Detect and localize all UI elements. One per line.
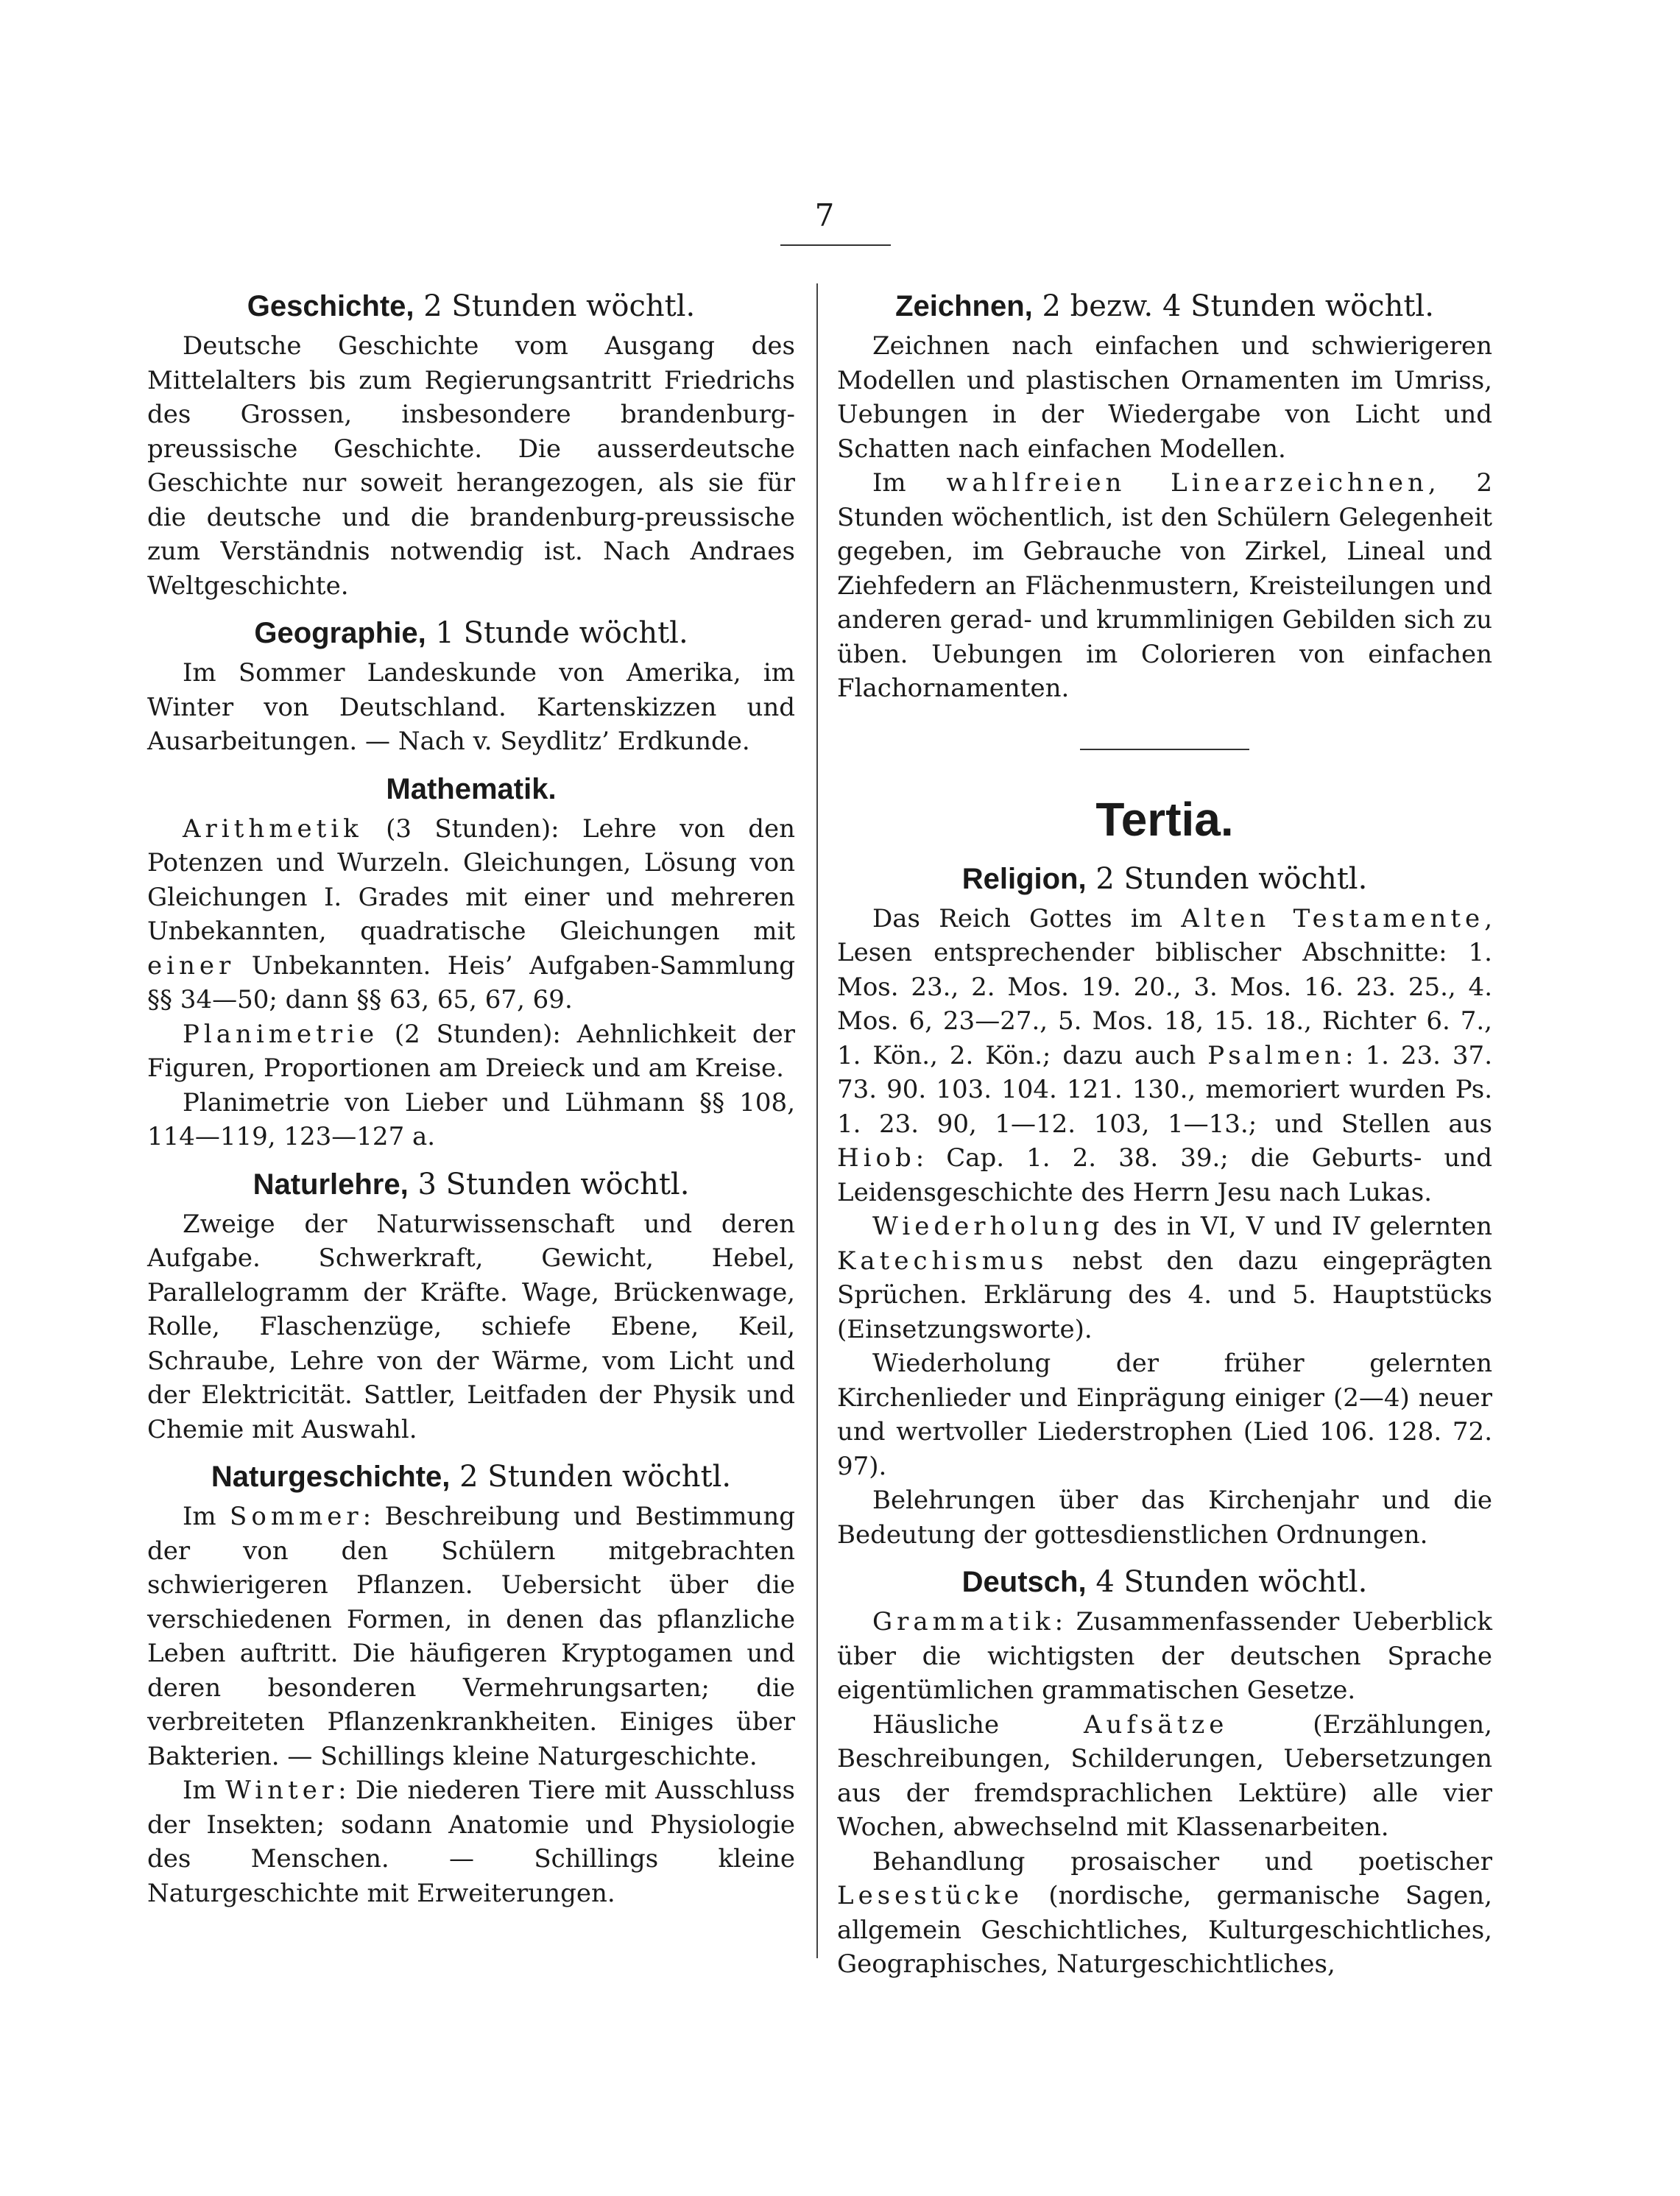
text-run: Zweige der Naturwissenschaft und deren Aufgabe. Schwerkraft, Gewicht, Hebel, Parallelogramm der Kräfte. Wage, Brückenwage, Rolle, Flaschenzüge, schiefe Ebene, Keil, Schraube, Lehre von der Wärme, vom Licht und der Elektricität. Sattler, Leitfaden der Physik und Chemie mit Auswahl.: [147, 1209, 795, 1444]
section-heading: [837, 858, 1492, 900]
spaced-term: wahlfreien Linearzeichnen: [946, 468, 1428, 498]
section-heading-title: Naturlehre,: [253, 1168, 409, 1201]
section-heading: [147, 1455, 795, 1498]
paragraph: [147, 1017, 795, 1086]
paragraph: [147, 1500, 795, 1773]
section-heading: [147, 285, 795, 328]
paragraph: [837, 466, 1492, 706]
paragraph: [147, 1773, 795, 1910]
paragraph: [837, 1605, 1492, 1708]
section-religion: [837, 858, 1492, 1553]
section-naturgeschichte: [147, 1455, 795, 1910]
text-run: des in VI, V und IV gelernten: [1104, 1212, 1492, 1241]
paragraph: [837, 1845, 1492, 1982]
text-run: (nordische, germanische Sagen, allgemein Geschichtliches, Kulturgeschichtliches, Geographisches, Naturgeschichtliches,: [837, 1881, 1492, 1979]
section-heading-hours: 1 Stunde wöchtl.: [435, 616, 688, 650]
section-mathematik: [147, 768, 795, 1154]
text-run: : Beschreibung und Bestimmung der von den Schülern mitgebrachten schwierigeren Pflanzen. Uebersicht über die verschiedenen Formen, in denen das pflanzliche Leben auftritt. Die häufigeren Kryptogamen und deren besonderen Vermehrungsarten; die verbreiteten Pflanzenkrankheiten. Einiges über Bakterien. — Schillings kleine Naturgeschichte.: [147, 1502, 795, 1771]
spaced-term: Arithmetik: [183, 813, 363, 844]
section-heading-title: Naturgeschichte,: [211, 1461, 451, 1493]
section-heading-title: Geschichte,: [247, 290, 414, 322]
text-run: nebst den dazu eingeprägten Sprüchen. Erklärung des 4. und 5. Hauptstücks (Einsetzungsworte).: [837, 1246, 1492, 1344]
spaced-term: Aufsätze: [1083, 1709, 1229, 1740]
section-deutsch: [837, 1561, 1492, 1982]
section-geographie: [147, 612, 795, 759]
section-separator-rule: [1080, 749, 1249, 750]
text-run: Im Sommer Landeskunde von Amerika, im Winter von Deutschland. Kartenskizzen und Ausarbeitungen. — Nach v. Seydlitz’ Erdkunde.: [147, 658, 795, 756]
text-run: Wiederholung der früher gelernten Kirchenlieder und Einprägung einiger (2—4) neuer und wertvoller Liederstrophen (Lied 106. 128. 72. 97).: [837, 1349, 1492, 1481]
text-run: Zeichnen nach einfachen und schwierigeren Modellen und plastischen Ornamenten im Umriss, Uebungen in der Wiedergabe von Licht und Schatten nach einfachen Modellen.: [837, 331, 1492, 464]
section-heading-title: Deutsch,: [961, 1566, 1087, 1598]
section-naturlehre: [147, 1163, 795, 1447]
spaced-term: Winter: [225, 1776, 339, 1805]
text-run: Im: [183, 1502, 230, 1531]
section-heading-hours: 3 Stunden wöchtl.: [417, 1167, 690, 1201]
spaced-term: Lesestücke: [837, 1881, 1024, 1910]
section-heading-title: Religion,: [961, 862, 1087, 895]
left-column: [147, 276, 795, 1910]
text-run: , 2 Stunden wöchentlich, ist den Schülern Gelegenheit gegeben, im Gebrauche von Zirkel, Lineal und Ziehfedern an Flächenmustern, Kreisteilungen und anderen gerad- und krummlinigen Gebilden sich zu üben. Uebungen im Colorieren von einfachen Flachornamenten.: [837, 468, 1493, 703]
paragraph: [147, 1207, 795, 1447]
section-zeichnen: [837, 285, 1492, 706]
section-heading-hours: 2 Stunden wöchtl.: [1095, 861, 1368, 896]
section-heading: [837, 285, 1492, 328]
text-run: Im: [183, 1776, 225, 1805]
section-heading-hours: 2 bezw. 4 Stunden wöchtl.: [1042, 289, 1434, 323]
section-heading-title: Geographie,: [254, 617, 426, 649]
text-run: (3 Stunden): Lehre von den Potenzen und Wurzeln. Gleichungen, Lösung von Gleichungen I. Grades mit einer und mehreren Unbekannten, quadratische Gleichungen mit: [147, 813, 795, 946]
text-run: : Zusammenfassender Ueberblick über die wichtigsten der deutschen Sprache eigentümlichen grammatischen Gesetze.: [837, 1607, 1492, 1705]
page-number: 7: [814, 197, 835, 233]
paragraph: [147, 329, 795, 603]
section-heading: [147, 612, 795, 654]
text-run: Im: [872, 468, 947, 498]
paragraph: [837, 329, 1492, 466]
text-run: Belehrungen über das Kirchenjahr und die Bedeutung der gottesdienstlichen Ordnungen.: [837, 1486, 1492, 1550]
spaced-term: einer: [147, 950, 236, 981]
text-run: (Erzählungen, Beschreibungen, Schilderungen, Uebersetzungen aus der fremdsprachlichen Lektüre) alle vier Wochen, abwechselnd mit Klassenarbeiten.: [837, 1709, 1492, 1842]
spaced-term: Sommer: [230, 1502, 363, 1531]
paragraph: [837, 1483, 1492, 1552]
paragraph: [837, 1708, 1492, 1845]
spaced-term: Wiederholung: [872, 1212, 1104, 1241]
text-run: , Lesen entsprechender biblischer Abschnitte: 1. Mos. 23., 2. Mos. 19. 20., 3. Mos. 16. 23. 25., 4. Mos. 6, 23—27., 5. Mos. 18, 15. 18., Richter 6. 7., 1. Kön., 2. Kön.; dazu auch: [837, 903, 1492, 1070]
paragraph: [147, 1086, 795, 1154]
column-divider: [816, 283, 818, 1958]
text-run: (2 Stunden): Aehnlichkeit der Figuren, Proportionen am Dreieck und am Kreise.: [147, 1019, 795, 1083]
spaced-term: Alten Testamente: [1181, 903, 1485, 933]
page-number-rule: [780, 244, 891, 246]
spaced-term: Hiob: [837, 1143, 916, 1173]
section-heading-title: Mathematik.: [386, 772, 557, 805]
paragraph: [837, 1210, 1492, 1346]
text-run: Deutsche Geschichte vom Ausgang des Mittelalters bis zum Regierungsantritt Friedrichs des Grossen, insbesondere brandenburg-preussische Geschichte. Die ausserdeutsche Geschichte nur soweit herangezogen, als sie für die deutsche und die brandenburg-preussische zum Verständnis notwendig ist. Nach Andraes Weltgeschichte.: [147, 331, 795, 601]
paragraph: [147, 656, 795, 759]
text-run: : Cap. 1. 2. 38. 39.; die Geburts- und Leidensgeschichte des Herrn Jesu nach Lukas.: [837, 1143, 1492, 1207]
spaced-term: Katechismus: [837, 1246, 1048, 1276]
section-heading: [147, 1163, 795, 1206]
paragraph: [837, 1346, 1492, 1483]
paragraph: [837, 902, 1492, 1210]
section-heading-title: Zeichnen,: [895, 290, 1033, 322]
section-geschichte: [147, 285, 795, 603]
section-heading-hours: 4 Stunden wöchtl.: [1095, 1565, 1368, 1599]
text-run: : 1. 23. 37. 73. 90. 103. 104. 121. 130., memoriert wurden Ps. 1. 23. 90, 1—12. 103, 1—13.; und Stellen aus: [837, 1040, 1493, 1139]
text-run: Häusliche: [872, 1709, 1084, 1740]
spaced-term: Grammatik: [872, 1607, 1055, 1637]
right-column-bottom-sections: [837, 858, 1492, 1982]
text-run: Das Reich Gottes im: [872, 903, 1182, 933]
paragraph: [147, 812, 795, 1017]
right-column: [837, 276, 1492, 1982]
grade-title: Tertia.: [1095, 792, 1234, 846]
right-column-top-sections: [837, 285, 1492, 706]
section-heading-hours: 2 Stunden wöchtl.: [459, 1460, 732, 1494]
text-run: Behandlung prosaischer und poetischer: [872, 1846, 1492, 1877]
text-run: Unbekannten. Heis’ Aufgaben-Sammlung §§ 34—50; dann §§ 63, 65, 67, 69.: [147, 950, 795, 1014]
spaced-term: Planimetrie: [183, 1019, 379, 1049]
section-heading-hours: 2 Stunden wöchtl.: [423, 289, 696, 323]
text-run: Planimetrie von Lieber und Lühmann §§ 108, 114—119, 123—127 a.: [147, 1087, 795, 1151]
section-heading: [837, 1561, 1492, 1603]
spaced-term: Psalmen: [1207, 1040, 1346, 1070]
text-run: : Die niederen Tiere mit Ausschluss der Insekten; sodann Anatomie und Physiologie des Menschen. — Schillings kleine Naturgeschichte mit Erweiterungen.: [147, 1776, 796, 1908]
section-heading: [147, 768, 795, 811]
